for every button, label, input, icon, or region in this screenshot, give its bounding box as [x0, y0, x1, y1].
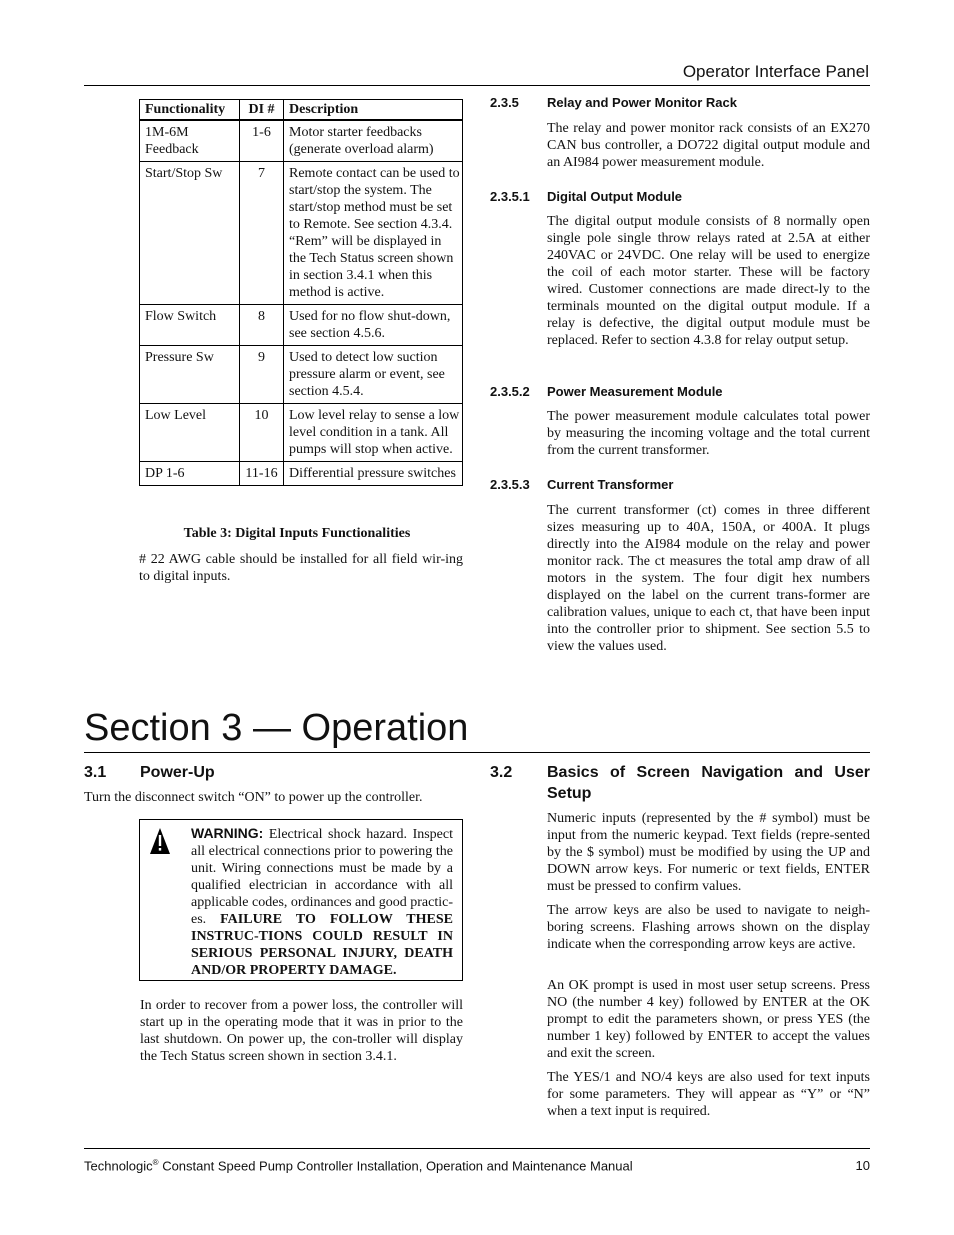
footer-brand: Technologic — [84, 1158, 153, 1174]
heading-number: 2.3.5 — [490, 95, 519, 110]
heading-2-3-5-2 — [490, 384, 723, 399]
heading-3-1 — [84, 762, 215, 783]
column-header: DI # — [240, 100, 284, 121]
column-header: Description — [284, 100, 463, 121]
heading-title: Power Measurement Module — [547, 384, 723, 399]
heading-title: Basics of Screen Navigation and User Setup — [547, 764, 870, 802]
navigation-paragraph-4: The YES/1 and NO/4 keys are also used for text inputs for some parameters. They will appear as “Y” or “N” when a text input is required. — [547, 1070, 870, 1119]
table-cell: Low Level — [140, 404, 240, 462]
table-row — [140, 462, 463, 486]
heading-2-3-5 — [490, 95, 737, 110]
heading-number: 3.1 — [84, 764, 107, 781]
warning-first-line — [150, 825, 453, 979]
footer-manual-title — [84, 1158, 633, 1173]
table-row — [140, 305, 463, 346]
power-up-intro: Turn the disconnect switch “ON” to power up the controller. — [84, 790, 423, 805]
header-rule — [84, 85, 870, 86]
current-transformer-paragraph: The current transformer (ct) comes in three different sizes measuring up to 40A, 150A, or 400A. It plugs directly into the AI984 module on the relay and power monitor rack. The ct measures the total amp draw of all motors in the system. The four digit hex numbers displayed on the label on the current trans-former are calibration values, unique to each ct, that have been input into the controller prior to shipment. See section 5.5 to view the values used. — [547, 503, 870, 654]
table-cell: Pressure Sw — [140, 346, 240, 404]
table-caption: Table 3: Digital Inputs Functionalities — [183, 526, 411, 541]
warning-label: WARNING: — [191, 825, 264, 841]
navigation-paragraph-2: The arrow keys are also be used to navigate to neigh-boring screens. Flashing arrows shown on the display indicate when the corresponding arrow keys are active. — [547, 903, 870, 952]
heading-number: 2.3.5.1 — [490, 189, 530, 204]
table-header-row — [140, 100, 463, 121]
table-cell: 8 — [240, 305, 284, 346]
heading-3-2 — [490, 762, 870, 804]
table-row — [140, 162, 463, 305]
table-row — [140, 404, 463, 462]
table-cell: Differential pressure switches — [284, 462, 463, 486]
heading-2-3-5-1 — [490, 189, 682, 204]
table-cell: 10 — [240, 404, 284, 462]
heading-number: 2.3.5.2 — [490, 384, 530, 399]
power-recovery-paragraph: In order to recover from a power loss, the controller will start up in the operating mode that it was in prior to the last shutdown. On power up, the con-troller will display the Tech Status screen shown in section 3.4.1. — [140, 998, 463, 1064]
table-cell: Used to detect low suction pressure alarm or event, see section 4.5.4. — [284, 346, 463, 404]
table-cell: 9 — [240, 346, 284, 404]
heading-number: 3.2 — [490, 764, 513, 781]
footer-title: Constant Speed Pump Controller Installation, Operation and Maintenance Manual — [162, 1158, 633, 1174]
navigation-paragraph-3: An OK prompt is used in most user setup screens. Press NO (the number 4 key) followed by ENTER at the OK prompt to edit the parameters shown, or press YES (the number 1 key) followed by ENTER to accept the values and exit the screen. — [547, 978, 870, 1061]
registered-mark: ® — [152, 1158, 159, 1167]
relay-rack-paragraph: The relay and power monitor rack consists of an EX270 CAN bus controller, a DO722 digital output module and an AI984 power measurement module. — [547, 121, 870, 170]
table-cell: 1-6 — [240, 120, 284, 162]
heading-2-3-5-3 — [490, 477, 673, 492]
table-cell: 7 — [240, 162, 284, 305]
table-row — [140, 346, 463, 404]
table-cell: Motor starter feedbacks (generate overload alarm) — [284, 120, 463, 162]
running-header: Operator Interface Panel — [682, 62, 869, 81]
power-measurement-paragraph: The power measurement module calculates total power by measuring the incoming voltage and the total current from the current transformer. — [547, 409, 870, 458]
table-cell: Start/Stop Sw — [140, 162, 240, 305]
table-cell: Remote contact can be used to start/stop the system. The start/stop method must be set to Remote. See section 4.3.4. “Rem” will be displayed in the Tech Status screen shown in section 3.4.1 when this method is active. — [284, 162, 463, 305]
table-cell: Flow Switch — [140, 305, 240, 346]
heading-title: Current Transformer — [547, 477, 674, 492]
page-number: 10 — [855, 1158, 870, 1173]
warning-message: Electrical shock hazard. Inspect all electrical connections prior to powering the unit. Wiring connections must be made by a qualified electrician in accordance with all applicable codes, ordinances and good practic-es. — [191, 827, 454, 927]
table-cell: Used for no flow shut-down, see section 4.5.6. — [284, 305, 463, 346]
table-row — [140, 120, 463, 162]
digital-output-paragraph: The digital output module consists of 8 normally open single pole single throw relays rated at 2.5A at either 240VAC or 24VDC. One relay will be used to energize the coil of each motor starter. These will be factory wired. Customer connections are made direct-ly to the terminals mounted on the digital output module. If a relay is defective, the digital output module must be replaced. Refer to section 4.3.8 for relay output setup. — [547, 214, 870, 348]
warning-text — [150, 825, 453, 979]
heading-title: Relay and Power Monitor Rack — [547, 95, 737, 110]
navigation-paragraph-1: Numeric inputs (represented by the # symbol) must be input from the numeric keypad. Text fields (repre-sented by the $ symbol) must be modified by using the UP and DOWN arrow keys. For numeric or text fields, ENTER must be pressed to confirm values. — [547, 811, 870, 894]
heading-title: Digital Output Module — [547, 189, 683, 204]
section-title: Section 3 — Operation — [84, 707, 469, 749]
heading-title: Power-Up — [140, 764, 215, 781]
column-header: Functionality — [140, 100, 240, 121]
footer-rule — [84, 1148, 870, 1149]
section-rule — [84, 752, 870, 753]
table-cell: Low level relay to sense a low level condition in a tank. All pumps will stop when active. — [284, 404, 463, 462]
digital-inputs-table — [139, 99, 463, 486]
heading-number: 2.3.5.3 — [490, 477, 530, 492]
table-cell: DP 1-6 — [140, 462, 240, 486]
table-cell: 1M-6M Feedback — [140, 120, 240, 162]
wiring-note: # 22 AWG cable should be installed for all field wir-ing to digital inputs. — [139, 552, 463, 584]
table-cell: 11-16 — [240, 462, 284, 486]
warning-consequence: FAILURE TO FOLLOW THESE INSTRUC-TIONS COULD RESULT IN SERIOUS PERSONAL INJURY, DEATH AND/OR PROPERTY DAMAGE. — [191, 912, 453, 978]
